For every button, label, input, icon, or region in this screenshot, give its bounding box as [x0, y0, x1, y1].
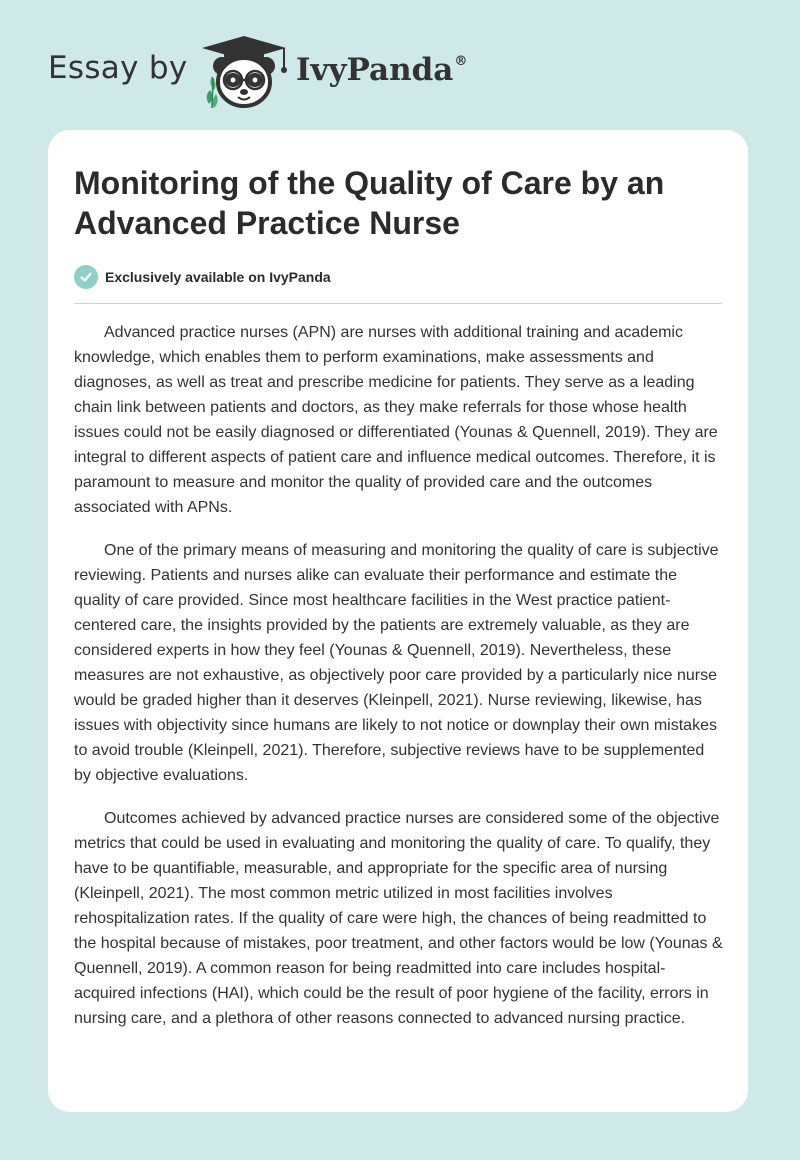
essay-body	[74, 320, 724, 1049]
essay-title: Monitoring of the Quality of Care by an Advanced Practice Nurse	[74, 165, 665, 241]
essay-card	[48, 130, 748, 1112]
paragraph: One of the primary means of measuring and monitoring the quality of care is subjective reviewing. Patients and nurses alike can evaluate their performance and estimate the quality of care provided. Since most healthcare facilities in the West practice patient-centered care, the insights provided by the patients are extremely valuable, as they are considered experts in how they feel (Younas & Quennell, 2019). Nevertheless, these measures are not exhaustive, as objectively poor care provided by a particularly nice nurse would be graded higher than it deserves (Kleinpell, 2021). Nurse reviewing, likewise, has issues with objectivity since humans are likely to not notice or downplay their own mistakes to avoid trouble (Kleinpell, 2021). Therefore, subjective reviews have to be supplemented by objective evaluations.	[74, 542, 719, 784]
check-circle-icon	[74, 265, 98, 289]
site-header	[0, 0, 800, 130]
brand-name[interactable]	[296, 52, 467, 88]
essay-by-label: Essay by	[48, 50, 188, 86]
divider	[74, 303, 722, 304]
exclusive-label: Exclusively available on IvyPanda	[105, 269, 331, 285]
panda-logo-icon[interactable]	[200, 34, 292, 110]
registered-mark: ®	[454, 54, 468, 69]
paragraph: Advanced practice nurses (APN) are nurses with additional training and academic knowledge, which enables them to perform examinations, make assessments and diagnoses, as well as treat and prescribe medicine for patients. They serve as a leading chain link between patients and doctors, as they make referrals for those whose health issues could not be easily diagnosed or differentiated (Younas & Quennell, 2019). They are integral to different aspects of patient care and influence medical outcomes. Therefore, it is paramount to measure and monitor the quality of provided care and the outcomes associated with APNs.	[74, 324, 718, 516]
exclusive-badge	[74, 264, 331, 290]
paragraph: Outcomes achieved by advanced practice nurses are considered some of the objective metrics that could be used in evaluating and monitoring the quality of care. To qualify, they have to be quantifiable, measurable, and appropriate for the specific area of nursing (Kleinpell, 2021). The most common metric utilized in most facilities involves rehospitalization rates. If the quality of care were high, the chances of being readmitted to the hospital because of mistakes, poor treatment, and other factors would be low (Younas & Quennell, 2019). A common reason for being readmitted into care includes hospital-acquired infections (HAI), which could be the result of poor hygiene of the facility, errors in nursing care, and a plethora of other reasons connected to advanced nursing practice.	[74, 810, 723, 1027]
brand-text: IvyPanda	[296, 52, 454, 88]
